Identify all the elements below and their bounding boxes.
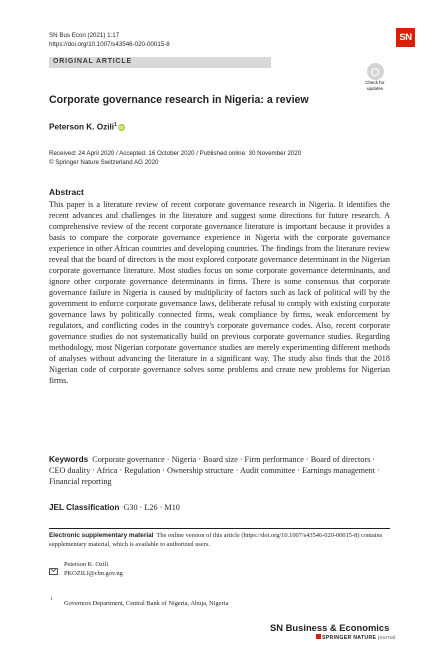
author-affiliation-marker: 1 xyxy=(114,122,117,128)
contact-mail xyxy=(49,562,62,580)
author-line xyxy=(49,122,125,132)
journal-mark: journal xyxy=(378,635,396,641)
check-updates-icon xyxy=(367,63,384,80)
doi-link[interactable]: https://doi.org/10.1007/s43546-020-00015-8 xyxy=(49,41,170,48)
orcid-icon[interactable]: iD xyxy=(119,124,124,130)
article-title: Corporate governance research in Nigeria: a review xyxy=(49,94,309,106)
jel-section xyxy=(49,503,180,512)
received-dates: Received: 24 April 2020 / Accepted: 16 October 2020 / Published online: 30 November 2020 xyxy=(49,150,302,157)
jel-codes: G30 · L26 · M10 xyxy=(123,503,180,512)
keywords-heading: Keywords xyxy=(49,455,89,464)
jel-heading: JEL Classification xyxy=(49,503,120,512)
keywords-section xyxy=(49,454,390,488)
footer-journal-name: SN Business & Economics xyxy=(270,622,390,633)
springer-nature-icon xyxy=(316,634,321,639)
sn-journal-logo: SN xyxy=(396,28,415,47)
author-name[interactable]: Peterson K. Ozili xyxy=(49,122,115,132)
journal-citation: SN Bus Econ (2021) 1:17 xyxy=(49,32,120,39)
supplementary-heading: Electronic supplementary material xyxy=(49,532,154,539)
footer-publisher xyxy=(316,634,396,641)
affiliation-number: 1 xyxy=(50,597,53,602)
publisher-name: SPRINGER NATURE xyxy=(322,635,377,641)
check-updates-line2: updates xyxy=(366,85,384,91)
abstract-heading: Abstract xyxy=(49,187,84,197)
affiliation-text: Governors Department, Central Bank of Nigeria, Abuja, Nigeria xyxy=(64,600,229,607)
contact-name: Peterson K. Ozili xyxy=(64,561,109,568)
copyright-notice: © Springer Nature Switzerland AG 2020 xyxy=(49,159,159,166)
supplementary-note xyxy=(49,532,391,549)
article-type-label: ORIGINAL ARTICLE xyxy=(53,58,132,65)
check-updates-line1: Check for xyxy=(365,80,385,85)
check-for-updates-badge[interactable] xyxy=(362,63,388,93)
keywords-list: Corporate governance · Nigeria · Board size · Firm performance · Board of directors · CEO duality · Africa · Regulation · Ownership structure · Audit committee · Earnings management · Financial reporting xyxy=(49,455,380,487)
contact-email[interactable]: PKOZILI@cbn.gov.ng xyxy=(64,570,123,577)
supplementary-text[interactable]: The online version of this article (https://doi.org/10.1007/s43546-020-00015-8) contains supplementary material, which is available to authorized users. xyxy=(49,532,383,548)
mail-icon xyxy=(49,568,58,575)
footnote-divider xyxy=(49,528,390,529)
abstract-text: This paper is a literature review of recent corporate governance research in Nigeria. It identifies the recent advances and challenges in the literature and suggest some directions for future research. A comprehensive review of the recent corporate governance literature is important because it provides a basis to compare the corporate governance experience in Nigeria with the corporate governance experience in other African countries and developing countries. The findings from the literature review reveal that the board of directors is the most explored corporate governance determinant in the Nigerian corporate governance literature. Most studies focus on some corporate governance determinants, and ignore other corporate governance determinants in firms. There is some consensus that corporate governance failure in Nigeria is caused by multiplicity of factors such as lack of political will by the government to enforce corporate governance laws, deliberate refusal to comply with existing corporate governance laws by politically connected firms, weak compliance by firms, weak enforcement by regulators, and conflicting codes in the country's corporate governance codes. Also, recent corporate governance studies do not systematically build on previous corporate governance studies. Regarding methodology, most Nigerian corporate governance studies are merely experimenting different methods of analyses without advancing the literature in a significant way. The study also finds that the 2018 Nigerian code of corporate governance solves some problems and create new problems for Nigerian firms. xyxy=(49,200,390,386)
